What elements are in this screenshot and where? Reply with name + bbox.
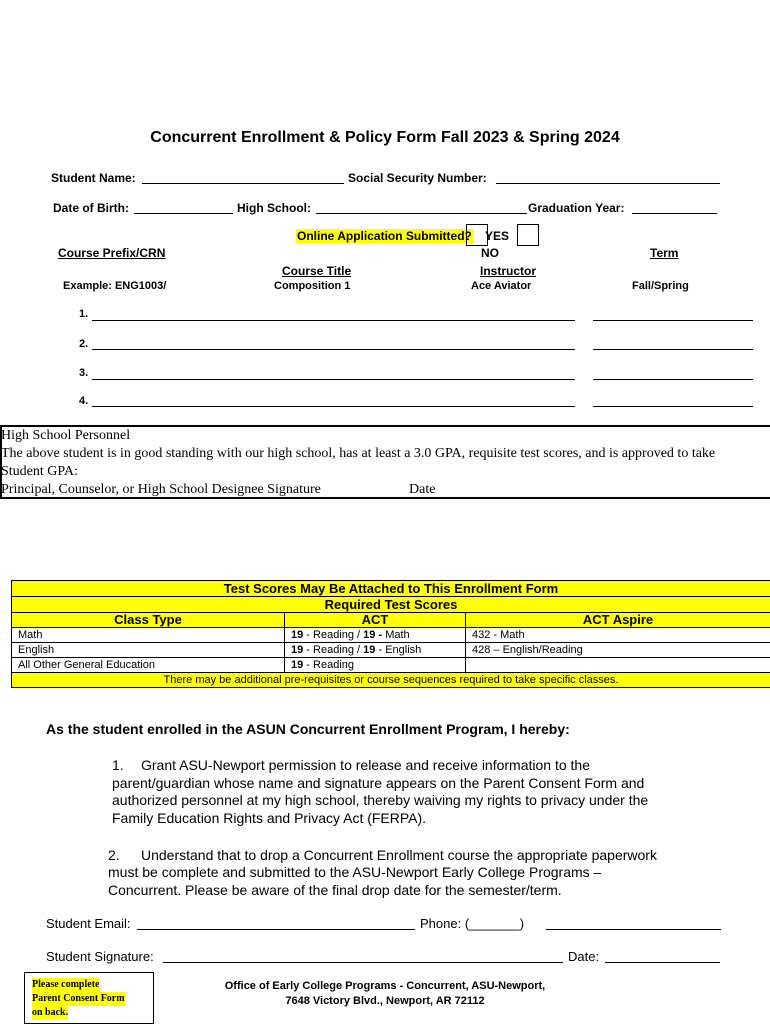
scores-subtitle: Required Test Scores [12, 597, 770, 613]
hs-date-label: Date [409, 482, 436, 497]
student-signature-field[interactable] [163, 962, 563, 963]
graduation-year-field[interactable] [632, 213, 717, 214]
parent-consent-notice [24, 972, 154, 1024]
instructor-header: Instructor [480, 264, 537, 278]
dob-label: Date of Birth: [53, 201, 129, 215]
test-scores-table [11, 580, 770, 688]
course-row-2-field[interactable] [92, 349, 575, 350]
example-instructor: Ace Aviator [471, 280, 532, 292]
hs-signature-label: Principal, Counselor, or High School Designee Signature [1, 482, 321, 497]
high-school-field[interactable] [316, 213, 527, 214]
item-1-line: Family Education Rights and Privacy Act (FERPA). [112, 810, 427, 826]
student-email-label: Student Email: [46, 916, 131, 931]
example-term: Fall/Spring [632, 280, 689, 292]
date-field[interactable] [605, 962, 720, 963]
notice-line: on back. [32, 1007, 69, 1018]
class-type-cell: Math [12, 628, 285, 643]
phone-field[interactable] [546, 929, 721, 930]
ssn-field[interactable] [496, 183, 720, 184]
box-top-border [0, 425, 770, 427]
act-cell: 19 - Reading [285, 658, 466, 673]
item-2-line: must be complete and submitted to the ASU-Newport Early College Programs – [108, 864, 602, 880]
course-row-3-term-field[interactable] [593, 379, 753, 380]
footer-address: 7648 Victory Blvd., Newport, AR 72112 [285, 995, 485, 1007]
notice-line: Parent Consent Form [32, 993, 125, 1004]
ssn-label: Social Security Number: [348, 171, 487, 185]
course-row-number: 3. [79, 367, 89, 379]
scores-footer-note: There may be additional pre-requisites or course sequences required to take specific classes. [12, 673, 770, 688]
act-cell: 19 - Reading / 19 - English [285, 643, 466, 658]
aspire-cell: 428 – English/Reading [466, 643, 770, 658]
item-2-line: Concurrent. Please be aware of the final drop date for the semester/term. [108, 882, 562, 898]
item-2-number: 2. [108, 847, 120, 863]
table-row [12, 643, 770, 658]
yes-label: YES [485, 229, 510, 243]
agreement-heading: As the student enrolled in the ASUN Concurrent Enrollment Program, I hereby: [46, 721, 570, 737]
course-row-3-field[interactable] [92, 379, 575, 380]
notice-line: Please complete [32, 979, 100, 990]
page-title: Concurrent Enrollment & Policy Form Fall 2023 & Spring 2024 [150, 129, 620, 146]
example-title: Composition 1 [274, 280, 351, 292]
table-row [12, 658, 770, 673]
course-row-1-term-field[interactable] [593, 320, 753, 321]
student-name-label: Student Name: [51, 171, 136, 185]
item-1-line: authorized personnel at my high school, thereby waiving my rights to privacy under the [112, 792, 649, 808]
column-header: Class Type [12, 613, 285, 628]
act-cell: 19 - Reading / 19 - Math [285, 628, 466, 643]
item-1-number: 1. [112, 757, 124, 773]
student-signature-label: Student Signature: [46, 949, 154, 964]
hs-statement: The above student is in good standing with our high school, has at least a 3.0 GPA, requisite test scores, and is approved to take [1, 446, 716, 461]
graduation-year-label: Graduation Year: [528, 201, 625, 215]
course-row-number: 4. [79, 395, 89, 407]
course-row-4-term-field[interactable] [593, 406, 753, 407]
table-row [12, 628, 770, 643]
class-type-cell: All Other General Education [12, 658, 285, 673]
example-prefix: Example: ENG1003/ [63, 280, 167, 292]
column-header: ACT Aspire [466, 613, 770, 628]
class-type-cell: English [12, 643, 285, 658]
hs-personnel-heading: High School Personnel [1, 428, 131, 443]
no-label: NO [481, 246, 499, 260]
student-gpa-label: Student GPA: [1, 464, 78, 479]
term-header: Term [650, 246, 679, 260]
online-application-label: Online Application Submitted? [297, 229, 472, 243]
footer-office: Office of Early College Programs - Concurrent, ASU-Newport, [224, 980, 546, 992]
dob-field[interactable] [134, 213, 233, 214]
course-row-number: 2. [79, 338, 89, 350]
date-label: Date: [568, 949, 600, 964]
student-email-field[interactable] [137, 929, 415, 930]
column-header: ACT [285, 613, 466, 628]
phone-label: Phone: (_______) [420, 916, 525, 931]
course-row-4-field[interactable] [92, 406, 575, 407]
high-school-label: High School: [237, 201, 311, 215]
course-row-number: 1. [79, 308, 89, 320]
yes-checkbox[interactable] [517, 224, 539, 246]
course-row-2-term-field[interactable] [593, 349, 753, 350]
aspire-cell [466, 658, 770, 673]
item-1-line: Grant ASU-Newport permission to release and receive information to the [141, 757, 590, 773]
aspire-cell: 432 - Math [466, 628, 770, 643]
scores-title: Test Scores May Be Attached to This Enrollment Form [12, 581, 770, 597]
item-1-line: parent/guardian whose name and signature appears on the Parent Consent Form and [112, 775, 645, 791]
student-name-field[interactable] [142, 183, 344, 184]
course-title-header: Course Title [282, 264, 352, 278]
item-2-line: Understand that to drop a Concurrent Enrollment course the appropriate paperwork [141, 847, 657, 863]
course-row-1-field[interactable] [92, 320, 575, 321]
course-prefix-header: Course Prefix/CRN [58, 246, 166, 260]
